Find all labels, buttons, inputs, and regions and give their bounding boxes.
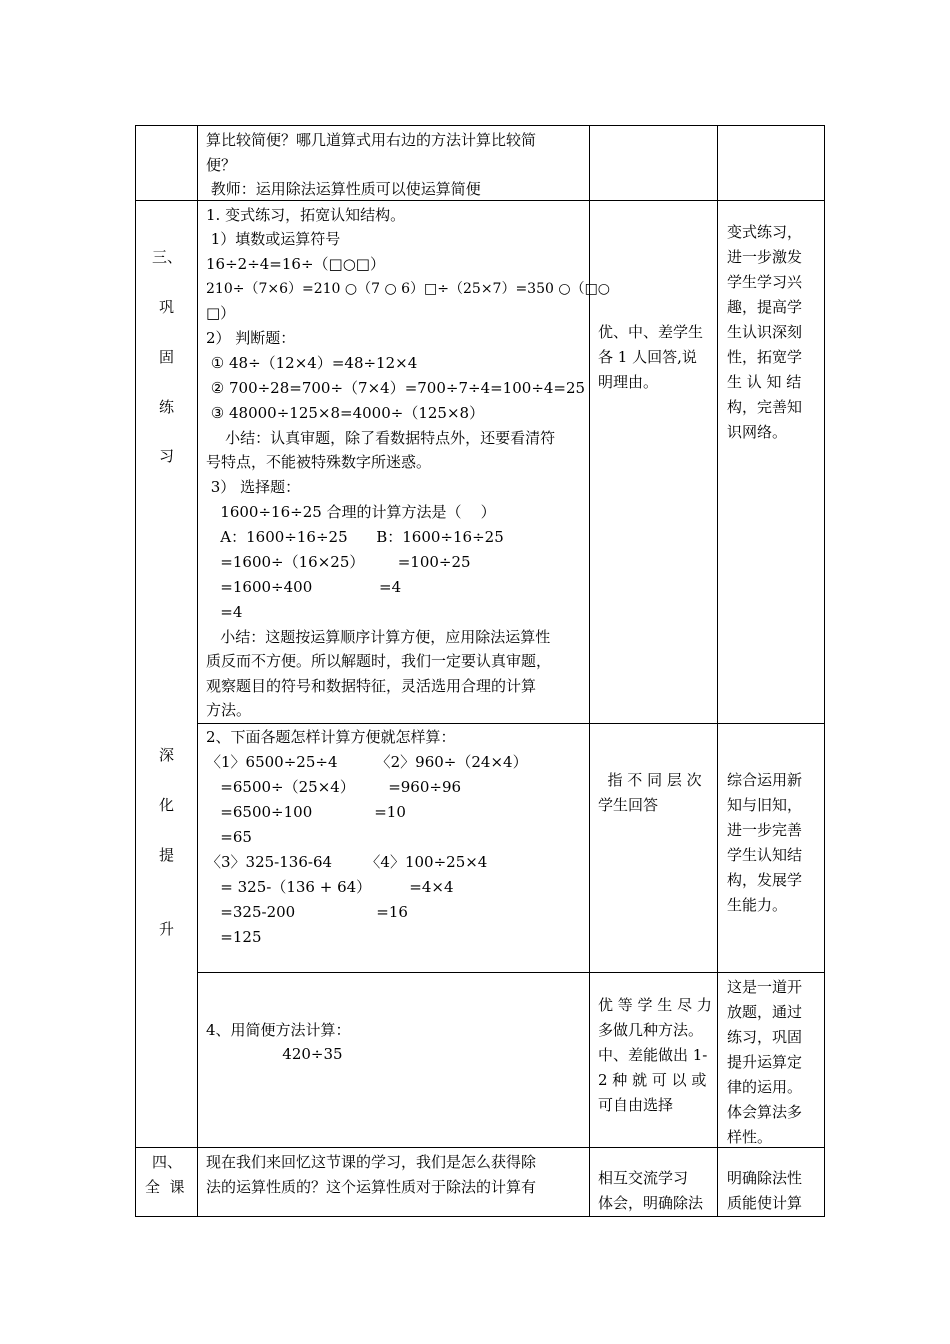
- summary-text-line: 法的运算性质的？这个运算性质对于除法的计算有: [206, 1178, 537, 1196]
- stage-label-char: 提: [159, 846, 175, 864]
- deepen-text-line: = 325-（136 + 64） =4×4: [206, 878, 454, 896]
- summary-text-line: 现在我们来回忆这节课的学习，我们是怎么获得除: [206, 1153, 537, 1171]
- open-problem-line: 420÷35: [206, 1045, 343, 1063]
- design-intent-line: 识网络。: [727, 423, 788, 441]
- deepen-text-line: =6500÷100 =10: [206, 803, 406, 821]
- stage-label-char: 练: [159, 398, 175, 416]
- method-text-line: 算比较简便？哪几道算式用右边的方法计算比较简: [206, 131, 537, 149]
- design-intent-line: 质能使计算: [727, 1194, 803, 1212]
- practice-text-line: ① 48÷（12×4）=48÷12×4: [206, 354, 418, 372]
- design-intent-line: 提升运算定: [727, 1053, 803, 1071]
- design-intent-line: 进一步完善: [727, 821, 803, 839]
- practice-text-line: 小结：这题按运算顺序计算方便，应用除法运算性: [206, 628, 551, 646]
- stage-label: 全 课: [145, 1178, 185, 1196]
- design-intent-line: 进一步激发: [727, 248, 803, 266]
- design-intent-line: 样性。: [727, 1128, 773, 1146]
- deepen-text-line: =325-200 =16: [206, 903, 408, 921]
- design-intent-line: 生 认 知 结: [727, 373, 802, 391]
- design-intent-line: 综合运用新: [727, 771, 803, 789]
- row-divider-3: [197, 972, 825, 973]
- design-intent-line: 这是一道开: [727, 978, 803, 996]
- stage-label: 四、: [152, 1153, 183, 1171]
- design-intent-line: 性，拓宽学: [727, 348, 803, 366]
- practice-text-line: =4: [206, 603, 243, 621]
- deepen-text-line: =6500÷（25×4） =960÷96: [206, 778, 462, 796]
- column-divider-3: [717, 125, 718, 1217]
- design-intent-line: 知与旧知，: [727, 796, 803, 814]
- student-activity-line: 优、中、差学生: [598, 323, 704, 341]
- student-activity-line: 2 种 就 可 以 或: [598, 1071, 707, 1089]
- practice-text-line: ② 700÷28=700÷（7×4）=700÷7÷4=100÷4=25: [206, 379, 586, 397]
- practice-text-line: □）: [206, 304, 236, 322]
- deepen-text-line: 2、下面各题怎样计算方便就怎样算：: [206, 728, 456, 746]
- student-activity-line: 可自由选择: [598, 1096, 674, 1114]
- practice-text-line: 3） 选择题：: [206, 478, 301, 496]
- design-intent-line: 构，完善知: [727, 398, 803, 416]
- practice-text-line: 观察题目的符号和数据特征，灵活选用合理的计算: [206, 677, 537, 695]
- practice-text-line: =1600÷400 =4: [206, 578, 402, 596]
- stage-label-char: 三、: [152, 248, 183, 266]
- student-activity-line: 明理由。: [598, 373, 659, 391]
- design-intent-line: 生认识深刻: [727, 323, 803, 341]
- design-intent-line: 变式练习，: [727, 223, 803, 241]
- student-activity-line: 指 不 同 层 次: [598, 771, 702, 789]
- student-activity-line: 各 1 人回答,说: [598, 348, 697, 366]
- row-divider-2: [197, 723, 825, 724]
- method-text-line: 便？: [206, 156, 237, 174]
- practice-text-line: 210÷（7×6）=210 ○（7 ○ 6）□÷（25×7）=350 ○（□○: [206, 281, 611, 297]
- deepen-text-line: 〈3〉325-136-64 〈4〉100÷25×4: [206, 853, 488, 871]
- method-text-line: 教师：运用除法运算性质可以使运算简便: [206, 180, 481, 198]
- design-intent-line: 练习，巩固: [727, 1028, 803, 1046]
- stage-label-char: 化: [159, 796, 175, 814]
- table-border-left: [135, 125, 136, 1217]
- table-border-bottom: [135, 1216, 825, 1217]
- deepen-text-line: 〈1〉6500÷25÷4 〈2〉960÷（24×4）: [206, 753, 528, 771]
- stage-label-char: 巩: [159, 298, 175, 316]
- stage-label-char: 固: [159, 348, 175, 366]
- practice-text-line: 16÷2÷4=16÷（□○□）: [206, 255, 385, 273]
- deepen-text-line: =125: [206, 928, 262, 946]
- design-intent-line: 趣，提高学: [727, 298, 803, 316]
- practice-text-line: 号特点，不能被特殊数字所迷惑。: [206, 453, 432, 471]
- student-activity-line: 多做几种方法。: [598, 1021, 704, 1039]
- student-activity-line: 学生回答: [598, 796, 659, 814]
- design-intent-line: 学生学习兴: [727, 273, 803, 291]
- student-activity-line: 体会，明确除法: [598, 1194, 704, 1212]
- design-intent-line: 学生认知结: [727, 846, 803, 864]
- design-intent-line: 明确除法性: [727, 1169, 803, 1187]
- stage-label-char: 深: [159, 746, 175, 764]
- open-problem-line: 4、用简便方法计算：: [206, 1021, 351, 1039]
- practice-text-line: 质反而不方便。所以解题时，我们一定要认真审题，: [206, 652, 552, 670]
- stage-label-char: 习: [159, 447, 175, 465]
- design-intent-line: 生能力。: [727, 896, 788, 914]
- table-border-right: [824, 125, 825, 1217]
- practice-text-line: 1600÷16÷25 合理的计算方法是（ ）: [206, 503, 496, 521]
- design-intent-line: 律的运用。: [727, 1078, 803, 1096]
- practice-text-line: 小结：认真审题，除了看数据特点外，还要看清符: [206, 429, 556, 447]
- student-activity-line: 优 等 学 生 尽 力: [598, 996, 712, 1014]
- table-border-top: [135, 125, 825, 126]
- row-divider-4: [135, 1147, 825, 1148]
- design-intent-line: 放题，通过: [727, 1003, 803, 1021]
- deepen-text-line: =65: [206, 828, 252, 846]
- practice-text-line: 1. 变式练习，拓宽认知结构。: [206, 206, 406, 224]
- student-activity-line: 中、差能做出 1-: [598, 1046, 708, 1064]
- design-intent-line: 构，发展学: [727, 871, 803, 889]
- design-intent-line: 体会算法多: [727, 1103, 803, 1121]
- practice-text-line: =1600÷（16×25） =100÷25: [206, 553, 471, 571]
- row-divider-1: [135, 200, 825, 201]
- student-activity-line: 相互交流学习: [598, 1169, 689, 1187]
- practice-text-line: ③ 48000÷125×8=4000÷（125×8）: [206, 404, 485, 422]
- practice-text-line: 1）填数或运算符号: [206, 230, 341, 248]
- practice-text-line: 2） 判断题：: [206, 329, 296, 347]
- stage-label-char: 升: [159, 920, 175, 938]
- practice-text-line: A：1600÷16÷25 B：1600÷16÷25: [206, 528, 504, 546]
- column-divider-1: [197, 125, 198, 1217]
- practice-text-line: 方法。: [206, 701, 252, 719]
